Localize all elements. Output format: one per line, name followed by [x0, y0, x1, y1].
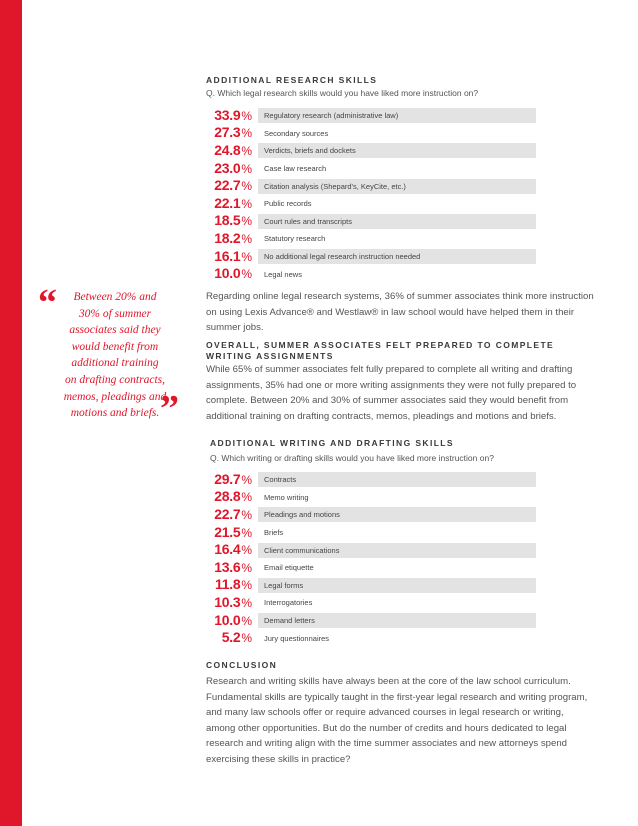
stat-row	[206, 195, 536, 213]
stat-label: Case law research	[264, 164, 327, 174]
stat-value: 24.8	[214, 141, 241, 158]
stat-row	[206, 489, 536, 507]
percent-symbol: %	[241, 490, 252, 505]
stat-value: 16.4	[214, 541, 241, 558]
stat-row	[206, 541, 536, 559]
stat-value: 18.5	[214, 212, 241, 229]
stat-value: 27.3	[214, 124, 241, 141]
stat-value: 18.2	[214, 229, 241, 246]
overall-heading-line: WRITING ASSIGNMENTS	[206, 351, 334, 361]
stat-label: Client communications	[258, 543, 536, 558]
stat-label: Public records	[264, 199, 312, 209]
stat-row	[206, 230, 536, 248]
writing-heading: ADDITIONAL WRITING AND DRAFTING SKILLS	[210, 438, 454, 448]
pull-quote-line: 30% of summer	[78, 307, 152, 320]
stat-row	[206, 160, 536, 178]
stat-label: Legal forms	[258, 578, 536, 593]
percent-symbol: %	[241, 196, 252, 211]
stat-row	[206, 524, 536, 542]
percent-symbol: %	[241, 143, 252, 158]
stat-value: 13.6	[214, 558, 241, 575]
percent-symbol: %	[241, 161, 252, 176]
percent-symbol: %	[241, 543, 252, 558]
stat-value: 23.0	[214, 159, 241, 176]
stat-label: Demand letters	[258, 613, 536, 628]
stat-value: 10.3	[214, 593, 241, 610]
stat-label: Jury questionnaires	[264, 633, 330, 643]
percent-symbol: %	[241, 126, 252, 141]
stat-value: 11.8	[215, 576, 241, 593]
stat-row	[206, 265, 536, 283]
pull-quote-line: on drafting contracts,	[65, 373, 165, 386]
percent-symbol: %	[241, 108, 252, 123]
pull-quote-line: associates said they	[69, 324, 161, 337]
stat-value: 21.5	[214, 523, 241, 540]
stat-value: 29.7	[214, 470, 241, 487]
percent-symbol: %	[241, 214, 252, 229]
research-heading: ADDITIONAL RESEARCH SKILLS	[206, 75, 378, 85]
stat-row	[206, 125, 536, 143]
percent-symbol: %	[241, 231, 252, 246]
percent-symbol: %	[241, 595, 252, 610]
open-quote-mark: “	[38, 282, 57, 324]
percent-symbol: %	[241, 249, 252, 264]
percent-symbol: %	[241, 179, 252, 194]
pull-quote-line: additional training	[71, 357, 159, 370]
stat-row	[206, 559, 536, 577]
stat-label: No additional legal research instruction needed	[258, 249, 536, 264]
stat-label: Briefs	[264, 528, 284, 538]
writing-question: Q. Which writing or drafting skills would you have liked more instruction on?	[210, 453, 494, 463]
conclusion-paragraph: Research and writing skills have always been at the core of the law school curriculum. Fundamental skills are typically taught in the first-year legal research and writing program, and many law schools offer or require advanced courses in legal research or writing, among other opportunities. But do the number of credits and hours dedicated to legal research and writing align with the time summer associates and new attorneys spend exercising these skills in practice?	[206, 676, 588, 765]
stat-row	[206, 471, 536, 489]
percent-symbol: %	[241, 472, 252, 487]
percent-symbol: %	[241, 613, 252, 628]
close-quote-mark: ”	[160, 388, 179, 430]
stat-label: Statutory research	[264, 234, 326, 244]
stat-value: 28.8	[214, 488, 241, 505]
stat-label: Memo writing	[264, 492, 309, 502]
stat-label: Secondary sources	[264, 128, 329, 138]
stat-row	[206, 107, 536, 125]
pull-quote-line: memos, pleadings and	[63, 390, 167, 403]
writing-stats	[206, 471, 536, 647]
online-research-paragraph: Regarding online legal research systems, 36% of summer associates think more instruction on using Lexis Advance® and Westlaw® in law school would have helped them in their summer jobs.	[206, 291, 594, 334]
conclusion-heading: CONCLUSION	[206, 660, 278, 670]
percent-symbol: %	[241, 631, 252, 646]
stat-label: Pleadings and motions	[258, 507, 536, 522]
stat-label: Regulatory research (administrative law)	[258, 108, 536, 123]
percent-symbol: %	[241, 507, 252, 522]
stat-label: Legal news	[264, 269, 302, 279]
stat-label: Interrogatories	[264, 598, 313, 608]
research-stats	[206, 107, 536, 283]
stat-value: 22.7	[214, 177, 241, 194]
stat-row	[206, 577, 536, 595]
stat-row	[206, 142, 536, 160]
percent-symbol: %	[241, 578, 252, 593]
stat-value: 22.7	[214, 505, 241, 522]
stat-label: Email etiquette	[264, 563, 314, 573]
stat-value: 33.9	[214, 106, 241, 123]
stat-label: Verdicts, briefs and dockets	[258, 143, 536, 158]
stat-row	[206, 506, 536, 524]
overall-heading	[206, 340, 554, 362]
percent-symbol: %	[241, 560, 252, 575]
stat-label: Citation analysis (Shepard's, KeyCite, etc.)	[258, 179, 536, 194]
stat-label: Court rules and transcripts	[258, 214, 536, 229]
stat-row	[206, 213, 536, 231]
stat-row	[206, 594, 536, 612]
research-question: Q. Which legal research skills would you have liked more instruction on?	[206, 88, 479, 98]
overall-paragraph: While 65% of summer associates felt fully prepared to complete all writing and drafting assignments, 35% had one or more writing assignments they were not fully prepared to complete. Between 20% and 30% of summer associates said they would benefit from additional training on drafting contracts, memos, pleadings and motions and briefs.	[206, 364, 577, 422]
stat-label: Contracts	[258, 472, 536, 487]
stat-row	[206, 248, 536, 266]
stat-value: 16.1	[214, 247, 241, 264]
stat-value: 22.1	[214, 194, 241, 211]
pull-quote-line: Between 20% and	[73, 291, 157, 303]
stat-row	[206, 612, 536, 630]
pull-quote-line: motions and briefs.	[70, 407, 160, 420]
stat-value: 5.2	[221, 629, 241, 646]
overall-heading-line: OVERALL, SUMMER ASSOCIATES FELT PREPARED TO COMPLETE	[206, 340, 555, 350]
accent-side-bar	[0, 0, 22, 826]
percent-symbol: %	[241, 267, 252, 282]
pull-quote-line: would benefit from	[71, 340, 159, 353]
stat-value: 10.0	[214, 265, 241, 282]
stat-value: 10.0	[214, 611, 241, 628]
stat-row	[206, 177, 536, 195]
stat-row	[206, 629, 536, 647]
percent-symbol: %	[241, 525, 252, 540]
